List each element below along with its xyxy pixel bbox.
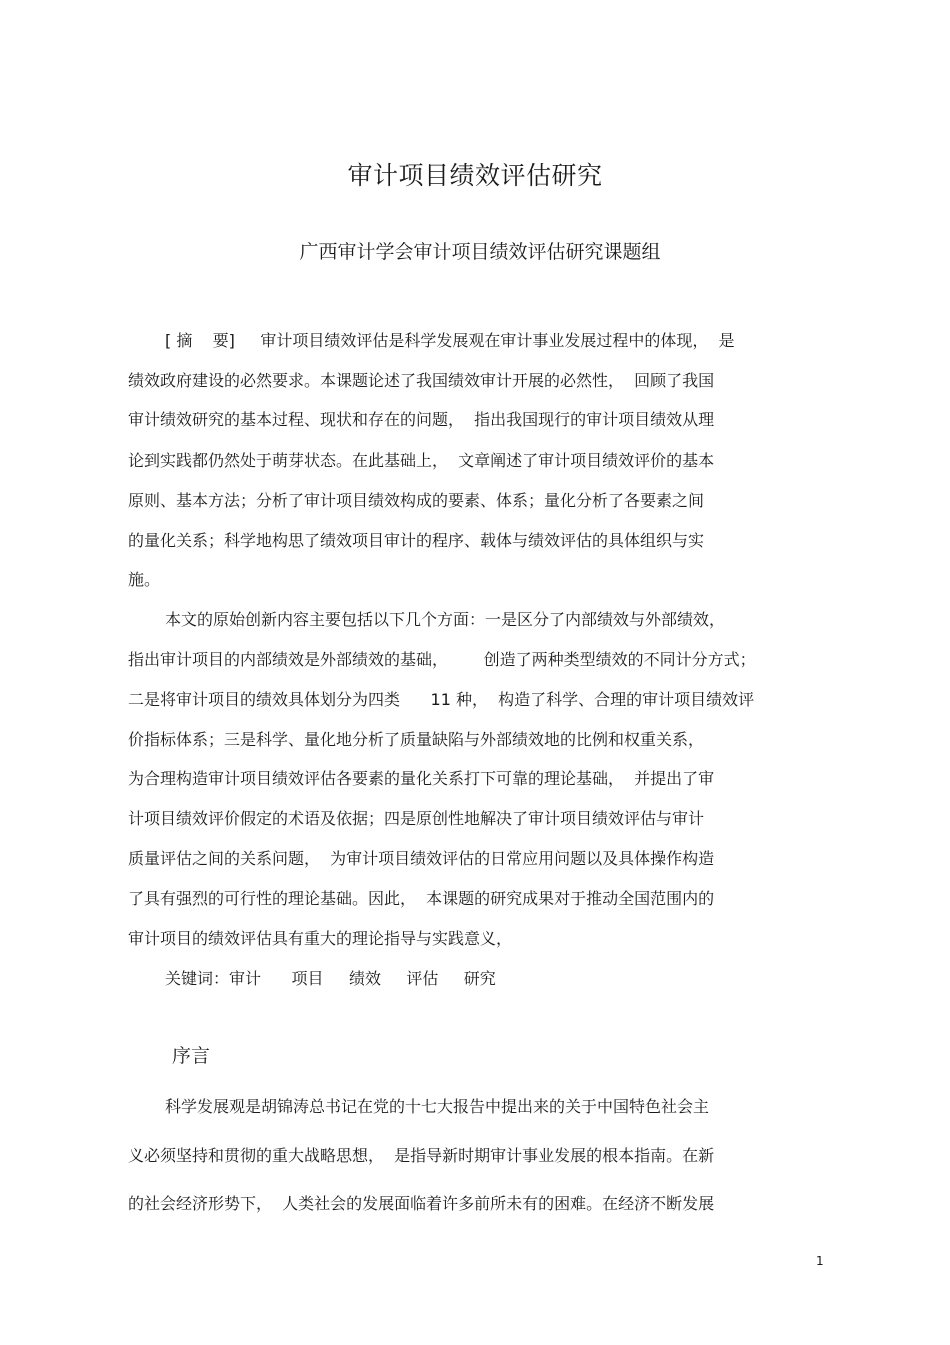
body-line: 的社会经济形势下， 人类社会的发展面临着许多前所未有的困难。在经济不断发展 [128, 1194, 715, 1213]
keywords-line: 关键词：审计 项目 绩效 评估 研究 [165, 969, 496, 988]
abstract-line: 论到实践都仍然处于萌芽状态。在此基础上， 文章阐述了审计项目绩效评价的基本 [128, 451, 715, 470]
abstract-line: 二是将审计项目的绩效具体划分为四类 11 种， 构造了科学、合理的审计项目绩效评 [128, 690, 755, 709]
document-title: 审计项目绩效评估研究 [347, 161, 603, 190]
section-heading: 序言 [172, 1045, 211, 1067]
abstract-line: 施。 [128, 570, 161, 589]
abstract-line: 原则、基本方法；分析了审计项目绩效构成的要素、体系；量化分析了各要素之间 [128, 491, 705, 510]
abstract-line: 价指标体系；三是科学、量化地分析了质量缺陷与外部绩效地的比例和权重关系， [128, 730, 705, 749]
body-line: 科学发展观是胡锦涛总书记在党的十七大报告中提出来的关于中国特色社会主 [165, 1097, 710, 1116]
abstract-line: 计项目绩效评价假定的术语及依据；四是原创性地解决了审计项目绩效评估与审计 [128, 809, 705, 828]
document-author: 广西审计学会审计项目绩效评估研究课题组 [299, 241, 661, 263]
abstract-line: 为合理构造审计项目绩效评估各要素的量化关系打下可靠的理论基础， 并提出了审 [128, 769, 715, 788]
abstract-line: 的量化关系；科学地构思了绩效项目审计的程序、载体与绩效评估的具体组织与实 [128, 531, 705, 550]
abstract-line: 指出审计项目的内部绩效是外部绩效的基础， 创造了两种类型绩效的不同计分方式； [128, 650, 756, 669]
abstract-line: 绩效政府建设的必然要求。本课题论述了我国绩效审计开展的必然性， 回顾了我国 [128, 371, 715, 390]
page-number: 1 [816, 1254, 824, 1268]
abstract-line: 审计项目的绩效评估具有重大的理论指导与实践意义， [128, 929, 513, 948]
abstract-line: [ 摘 要] 审计项目绩效评估是科学发展观在审计事业发展过程中的体现， 是 [165, 331, 735, 350]
abstract-line: 审计绩效研究的基本过程、现状和存在的问题， 指出我国现行的审计项目绩效从理 [128, 410, 715, 429]
abstract-line: 了具有强烈的可行性的理论基础。因此， 本课题的研究成果对于推动全国范围内的 [128, 889, 715, 908]
abstract-line: 质量评估之间的关系问题， 为审计项目绩效评估的日常应用问题以及具体操作构造 [128, 849, 715, 868]
body-line: 义必须坚持和贯彻的重大战略思想， 是指导新时期审计事业发展的根本指南。在新 [128, 1146, 715, 1165]
abstract-line: 本文的原始创新内容主要包括以下几个方面：一是区分了内部绩效与外部绩效， [165, 610, 726, 629]
